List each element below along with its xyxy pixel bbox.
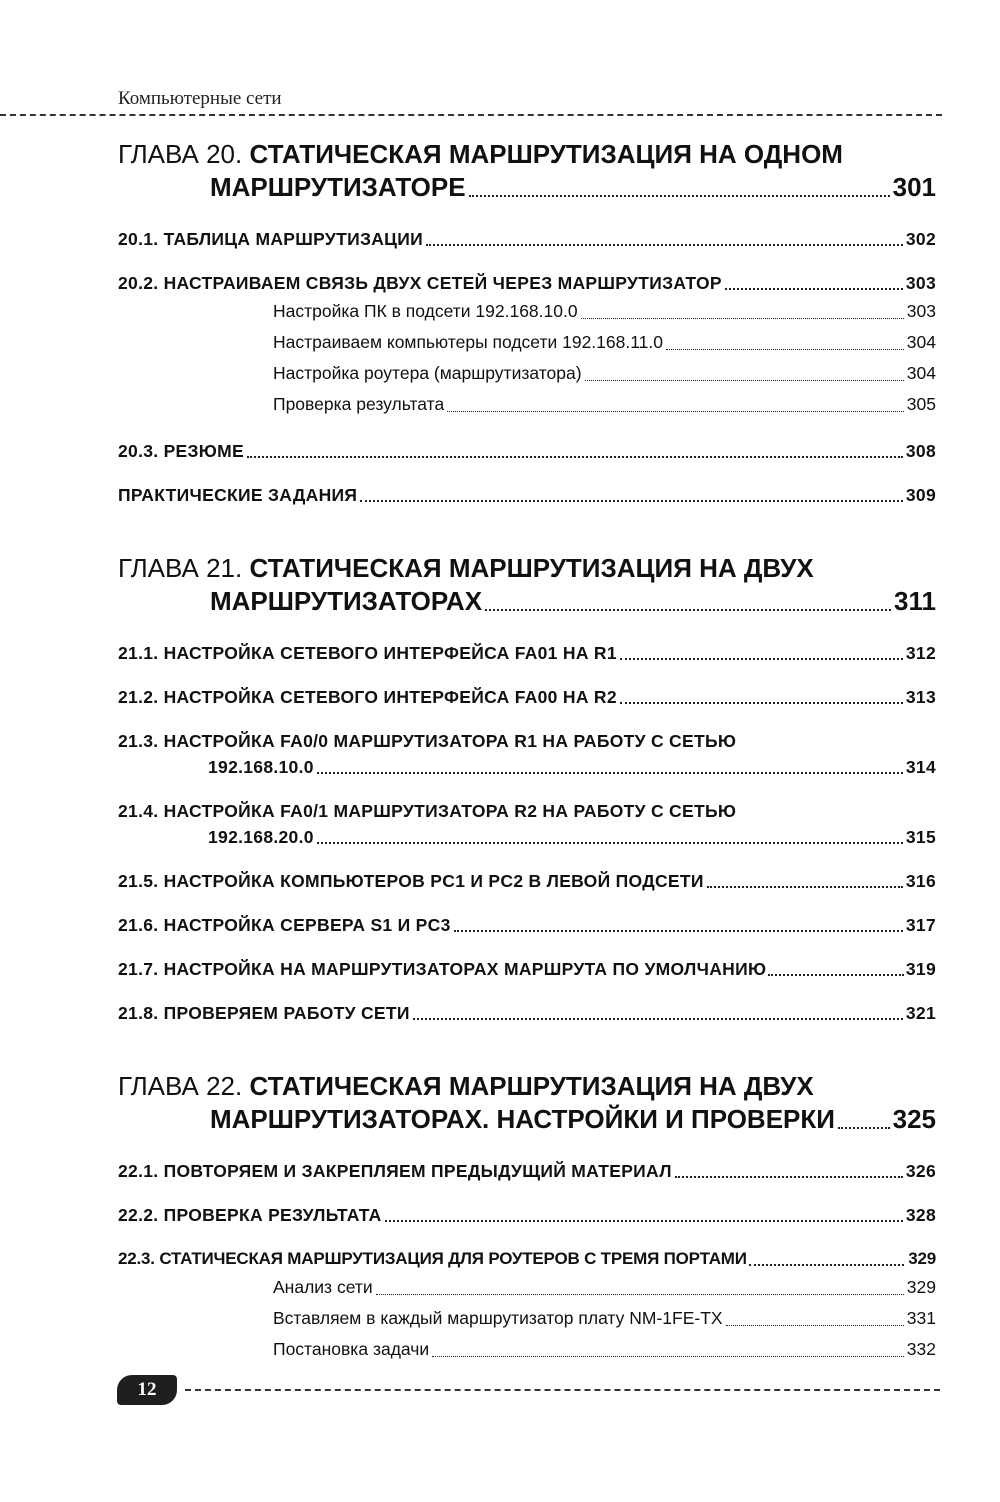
page-ref: 304 <box>906 332 936 352</box>
leader-dots <box>317 772 903 774</box>
leader-dots <box>620 658 903 660</box>
entry-label: 20.3. РЕЗЮМЕ <box>118 441 244 461</box>
entry-label: 21.3. НАСТРОЙКА FA0/0 МАРШРУТИЗАТОРА R1 НА РАБОТУ С СЕТЬЮ <box>118 731 737 751</box>
page-ref: 331 <box>906 1308 936 1328</box>
leader-dots <box>725 288 903 290</box>
entry-label: Настройка ПК в подсети 192.168.10.0 <box>273 301 578 321</box>
chapter-title: СТАТИЧЕСКАЯ МАРШРУТИЗАЦИЯ НА ДВУХ <box>249 1071 814 1101</box>
leader-dots <box>447 411 904 412</box>
page-ref: 301 <box>892 172 936 202</box>
leader-dots <box>749 1264 904 1266</box>
toc-subentry <box>118 389 936 420</box>
page-ref: 329 <box>906 1277 936 1297</box>
page-ref: 302 <box>905 229 936 249</box>
chapter-20-heading <box>118 138 936 204</box>
page-ref: 304 <box>906 363 936 383</box>
chapter-title: МАРШРУТИЗАТОРЕ <box>210 172 466 202</box>
page-ref: 326 <box>905 1161 936 1181</box>
toc-subentry <box>118 1334 936 1365</box>
header-divider <box>0 114 942 116</box>
toc-entry <box>118 1000 936 1026</box>
entry-label: ПРАКТИЧЕСКИЕ ЗАДАНИЯ <box>118 485 358 505</box>
entry-label: Настройка роутера (маршрутизатора) <box>273 363 582 383</box>
page-ref: 329 <box>908 1249 936 1268</box>
page-ref: 332 <box>906 1339 936 1359</box>
leader-dots <box>838 1127 890 1129</box>
toc-entry <box>118 438 936 464</box>
toc-subentry <box>118 358 936 389</box>
page-ref: 312 <box>905 643 936 663</box>
page-ref: 305 <box>906 394 936 414</box>
entry-label: 20.2. НАСТРАИВАЕМ СВЯЗЬ ДВУХ СЕТЕЙ ЧЕРЕЗ МАРШРУТИЗАТОР <box>118 273 722 293</box>
page-ref: 313 <box>905 687 936 707</box>
entry-label: 21.5. НАСТРОЙКА КОМПЬЮТЕРОВ PC1 И PC2 В ЛЕВОЙ ПОДСЕТИ <box>118 871 704 891</box>
page-ref: 319 <box>905 959 936 979</box>
toc-entry <box>118 684 936 710</box>
chapter-title: МАРШРУТИЗАТОРАХ <box>210 586 483 616</box>
leader-dots <box>360 500 903 502</box>
toc-entry <box>118 640 936 666</box>
toc-entry <box>118 1158 936 1184</box>
leader-dots <box>726 1325 904 1326</box>
toc-entry <box>118 270 936 296</box>
chapter-title: МАРШРУТИЗАТОРАХ. НАСТРОЙКИ И ПРОВЕРКИ <box>210 1104 835 1134</box>
leader-dots <box>454 930 903 932</box>
toc-entry <box>118 868 936 894</box>
entry-label: 22.3. СТАТИЧЕСКАЯ МАРШРУТИЗАЦИЯ ДЛЯ РОУТЕРОВ С ТРЕМЯ ПОРТАМИ <box>118 1249 747 1268</box>
leader-dots <box>581 318 904 319</box>
leader-dots <box>620 702 903 704</box>
entry-label: 22.2. ПРОВЕРКА РЕЗУЛЬТАТА <box>118 1205 382 1225</box>
chapter-22-heading <box>118 1070 936 1136</box>
toc-entry <box>118 912 936 938</box>
chapter-title: СТАТИЧЕСКАЯ МАРШРУТИЗАЦИЯ НА ДВУХ <box>249 553 814 583</box>
chapter-prefix: ГЛАВА 22. <box>118 1071 243 1101</box>
page-ref: 311 <box>894 586 936 616</box>
chapter-prefix: ГЛАВА 20. <box>118 139 243 169</box>
toc-entry <box>118 482 936 508</box>
page-ref: 316 <box>905 871 936 891</box>
leader-dots <box>469 195 890 197</box>
table-of-contents <box>118 138 936 1365</box>
toc-entry <box>118 1246 936 1272</box>
page-ref: 303 <box>906 301 936 321</box>
page-ref: 328 <box>905 1205 936 1225</box>
chapter-prefix: ГЛАВА 21. <box>118 553 243 583</box>
running-head: Компьютерные сети <box>118 88 282 109</box>
toc-subentry <box>118 1303 936 1334</box>
leader-dots <box>376 1294 904 1295</box>
leader-dots <box>385 1220 903 1222</box>
entry-label: 21.7. НАСТРОЙКА НА МАРШРУТИЗАТОРАХ МАРШРУТА ПО УМОЛЧАНИЮ <box>118 959 767 979</box>
entry-label: 22.1. ПОВТОРЯЕМ И ЗАКРЕПЛЯЕМ ПРЕДЫДУЩИЙ МАТЕРИАЛ <box>118 1161 672 1181</box>
entry-label: Анализ сети <box>273 1277 373 1297</box>
page-ref: 325 <box>892 1104 936 1134</box>
entry-label: 21.1. НАСТРОЙКА СЕТЕВОГО ИНТЕРФЕЙСА FA01 НА R1 <box>118 643 617 663</box>
entry-label: 21.8. ПРОВЕРЯЕМ РАБОТУ СЕТИ <box>118 1003 410 1023</box>
leader-dots <box>675 1176 903 1178</box>
leader-dots <box>247 456 903 458</box>
toc-entry <box>118 1202 936 1228</box>
leader-dots <box>413 1018 903 1020</box>
page-ref: 317 <box>905 915 936 935</box>
entry-label-cont: 192.168.10.0 <box>208 757 314 777</box>
page-ref: 321 <box>905 1003 936 1023</box>
toc-entry <box>118 226 936 252</box>
chapter-title: СТАТИЧЕСКАЯ МАРШРУТИЗАЦИЯ НА ОДНОМ <box>249 139 843 169</box>
leader-dots <box>426 244 903 246</box>
footer-divider <box>185 1389 940 1391</box>
toc-subentry <box>118 327 936 358</box>
leader-dots <box>707 886 903 888</box>
entry-label: Настраиваем компьютеры подсети 192.168.11.0 <box>273 332 663 352</box>
leader-dots <box>585 380 904 381</box>
leader-dots <box>432 1356 904 1357</box>
entry-label: Проверка результата <box>273 394 445 414</box>
entry-label: 20.1. ТАБЛИЦА МАРШРУТИЗАЦИИ <box>118 229 424 249</box>
page-ref: 309 <box>905 485 936 505</box>
entry-label: Постановка задачи <box>273 1339 430 1359</box>
chapter-21-heading <box>118 552 936 618</box>
toc-subentry <box>118 1272 936 1303</box>
page-ref: 315 <box>905 827 936 847</box>
page-ref: 308 <box>905 441 936 461</box>
leader-dots <box>666 349 904 350</box>
page-ref: 314 <box>905 757 936 777</box>
entry-label: 21.4. НАСТРОЙКА FA0/1 МАРШРУТИЗАТОРА R2 НА РАБОТУ С СЕТЬЮ <box>118 801 737 821</box>
leader-dots <box>317 842 903 844</box>
toc-entry <box>118 956 936 982</box>
page-number-badge: 12 <box>117 1375 177 1405</box>
entry-label: Вставляем в каждый маршрутизатор плату NM-1FE-TX <box>273 1308 723 1328</box>
entry-label: 21.2. НАСТРОЙКА СЕТЕВОГО ИНТЕРФЕЙСА FA00 НА R2 <box>118 687 617 707</box>
leader-dots <box>485 609 891 611</box>
toc-entry <box>118 728 936 780</box>
page-ref: 303 <box>905 273 936 293</box>
leader-dots <box>768 974 904 976</box>
toc-entry <box>118 798 936 850</box>
toc-subentry <box>118 296 936 327</box>
entry-label: 21.6. НАСТРОЙКА СЕРВЕРА S1 И PC3 <box>118 915 451 935</box>
entry-label-cont: 192.168.20.0 <box>208 827 314 847</box>
